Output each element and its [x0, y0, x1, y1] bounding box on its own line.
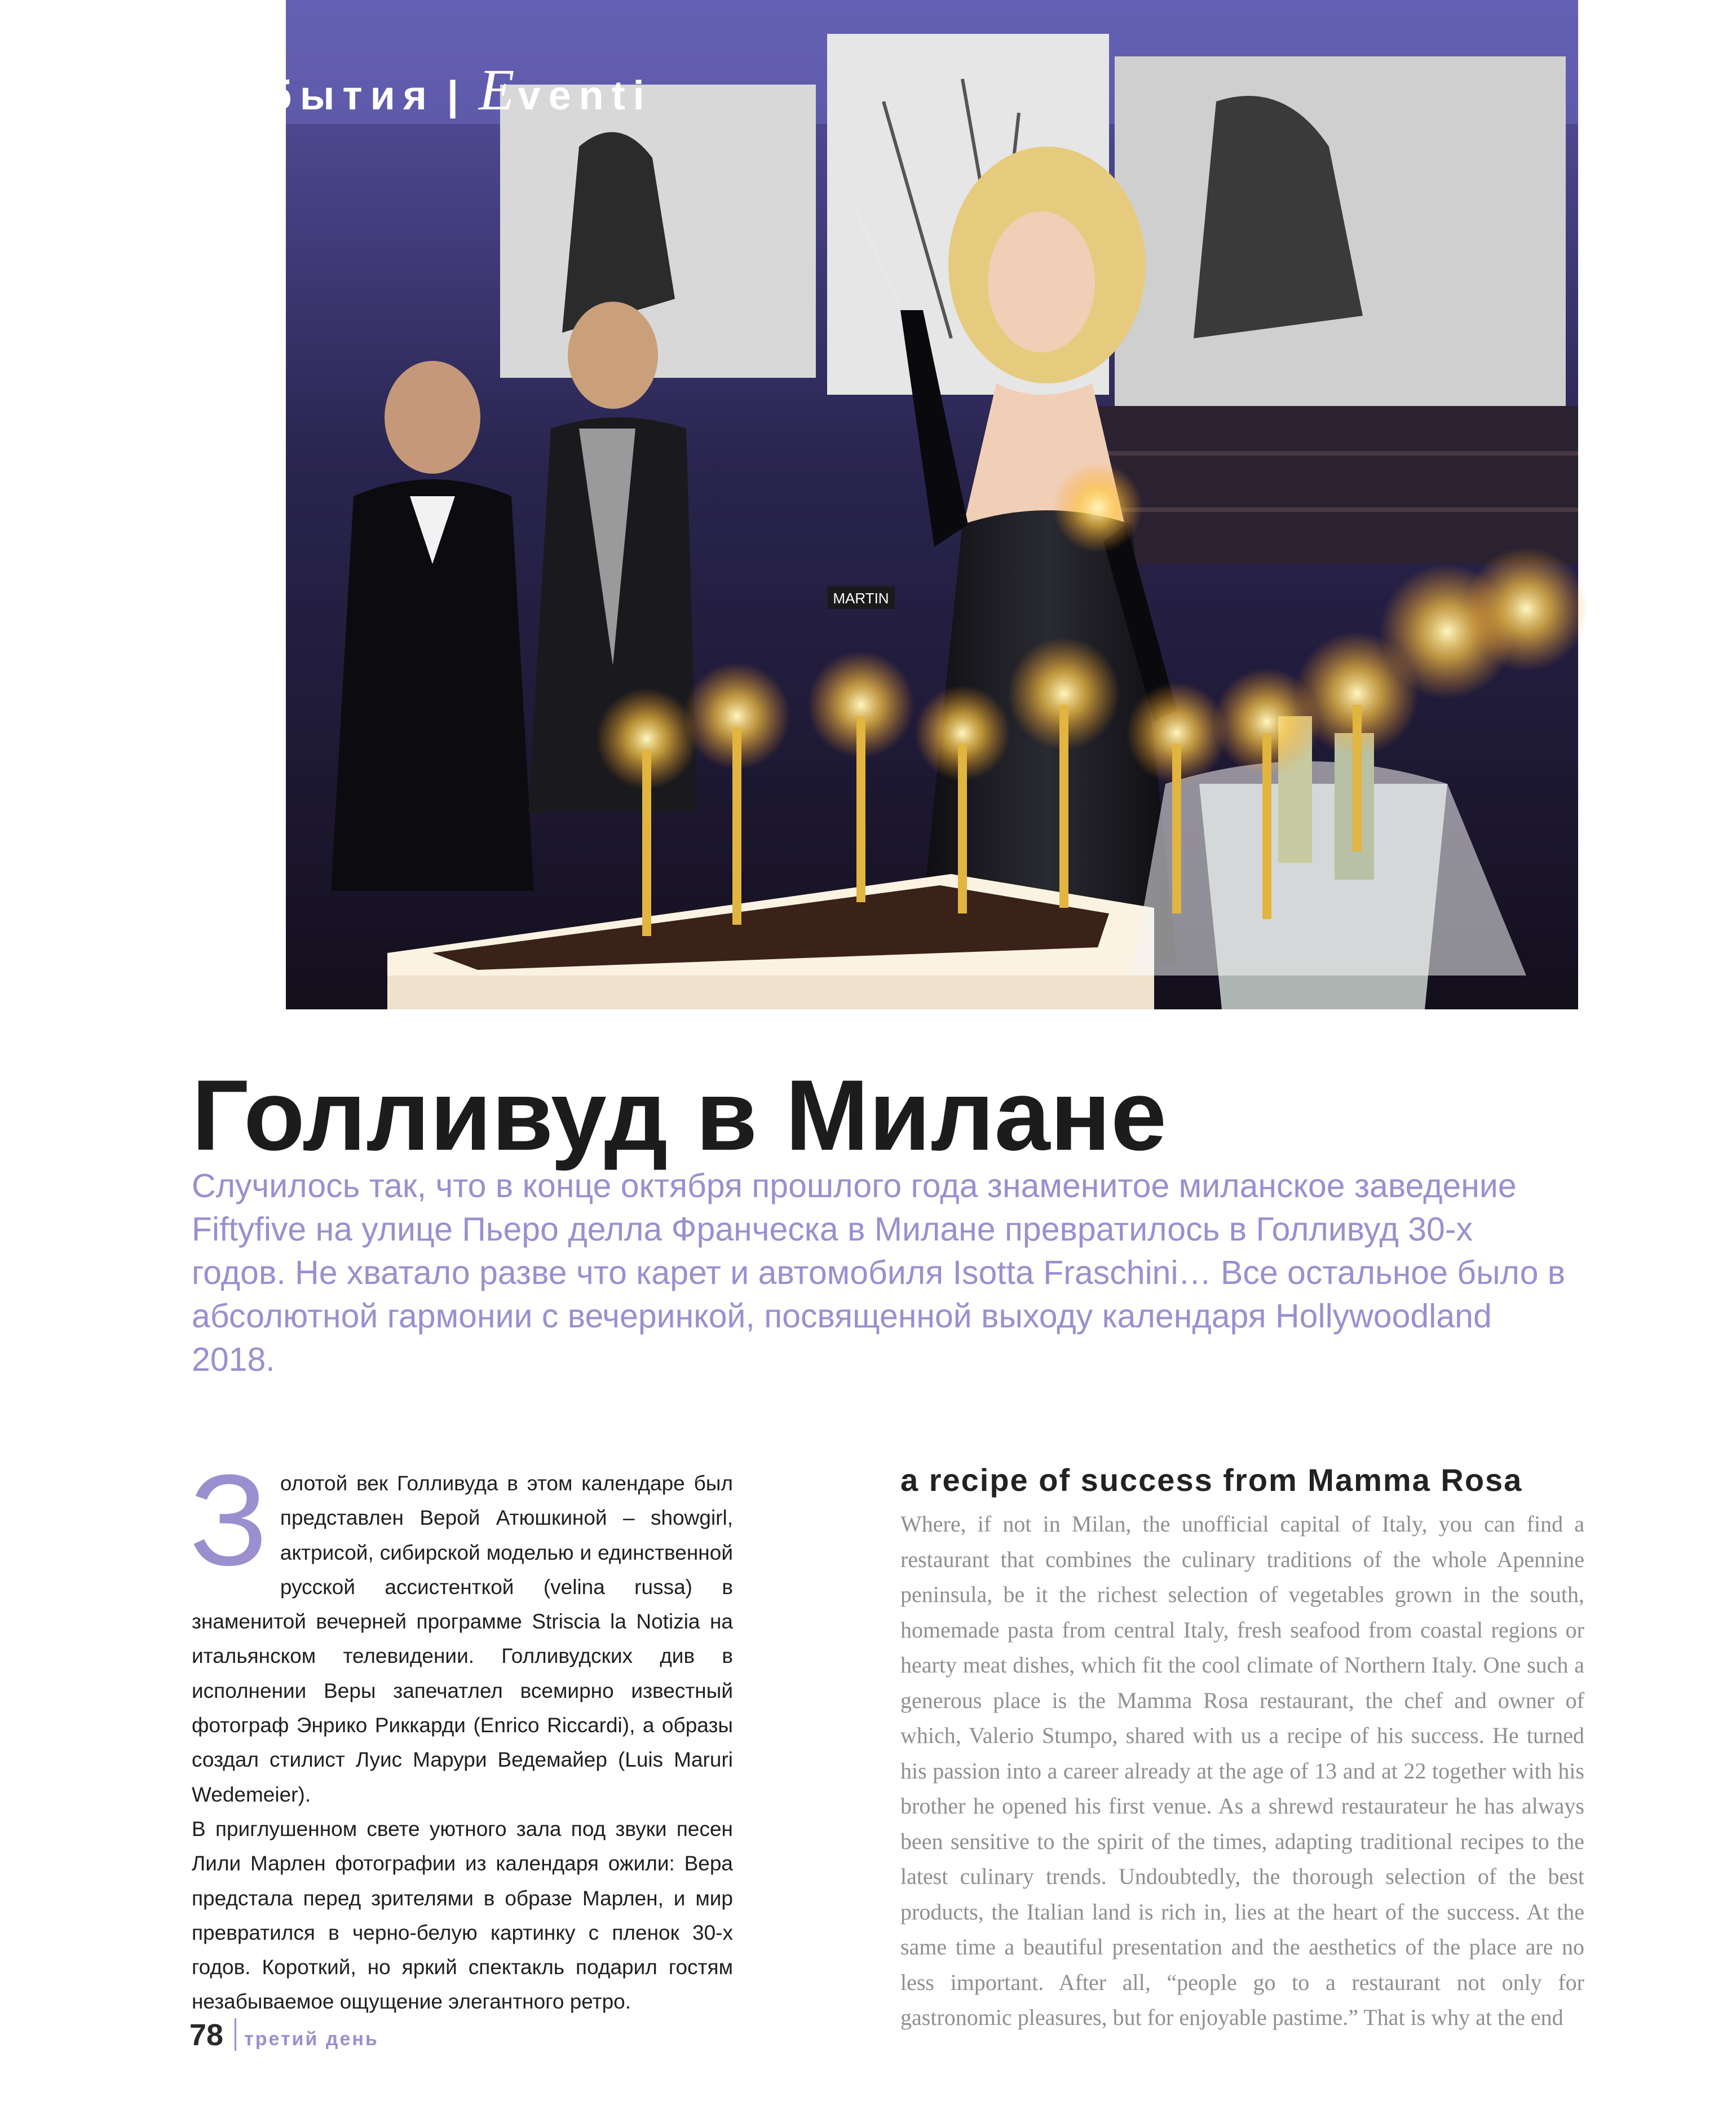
- page-number: 78: [189, 2018, 224, 2052]
- rubric-ru-word: обытия: [234, 73, 435, 118]
- rubric-it-initial: E: [479, 58, 518, 122]
- russian-column: [189, 1447, 733, 2019]
- page-footer: [189, 2018, 379, 2053]
- english-heading: a recipe of success from Mamma Rosa: [900, 1462, 1523, 1498]
- article-headline: Голливуд в Милане: [192, 1059, 1167, 1171]
- ru-paragraph-2: В приглушенном свете уютного зала под звуки песен Лили Марлен фотографии из календаря ожили: Вера предстала перед зрителями в образе Марлен, и мир превратился в черно-белую картинку с пленок 30-х годов. Короткий, но яркий спектакль подарил гостям незабываемое ощущение элегантного ретро.: [192, 1817, 733, 2014]
- guest-face: [385, 361, 480, 474]
- poster-label: MARTIN: [833, 590, 889, 607]
- footer-divider: [235, 2018, 236, 2051]
- rubric-ru-initial: С: [192, 58, 235, 122]
- party-scene-illustration: [286, 0, 1578, 1009]
- ru-paragraph-1-text: олотой век Голливуда в этом календаре был представлен Верой Атюшкиной – showgirl, актрисой, сибирской моделью и единственной русской ассистенткой (velina russa) в знаменитой вечерней программе Striscia la Notizia на итальянском телевидении. Голливудских див в исполнении Веры запечатлел всемирно известный фотограф Энрико Риккарди (Enrico Riccardi), а образы создал стилист Луис Марури Ведемайер (Luis Maruri Wedemeier).: [192, 1472, 733, 1806]
- article-lead: Случилось так, что в конце октября прошлого года знаменитое миланское заведение Fiftyfive на улице Пьеро делла Франческа в Милане превратилось в Голливуд 30-х годов. Не хватало разве что карет и автомобиля Isotta Fraschini… Все остальное было в абсолютной гармонии с вечеринкой, посвященной выходу календаря Hollywoodland 2018.: [192, 1167, 1566, 1378]
- rubric-it-word: venti: [518, 73, 652, 118]
- rubric-separator: |: [447, 73, 467, 118]
- ru-paragraph-1: [189, 1447, 733, 1812]
- section-rubric: [192, 56, 652, 123]
- english-text: Where, if not in Milan, the unofficial capital of Italy, you can find a restaurant that combines the culinary traditions of the whole Apennine peninsula, be it the richest selection of vegetables grown in the south, homemade pasta from central Italy, fresh seafood from coastal regions or hearty meat dishes, which fit the cool climate of Northern Italy. One such a generous place is the Mamma Rosa restaurant, the chef and owner of which, Valerio Stumpo, shared with us a recipe of his success. He turned his passion into a career already at the age of 13 and at 22 together with his brother he opened his first venue. As a shrewd restaurateur he has always been sensitive to the spirit of the times, adapting traditional recipes to the latest culinary trends. Undoubtedly, the thorough selection of the best products, the Italian land is rich in, lies at the heart of the success. At the same time a beautiful presentation and the aesthetics of the place are no less important. After all, “people go to a restaurant not only for gastronomic pleasures, but for enjoyable pastime.” That is why at the end: [900, 1511, 1584, 2030]
- magazine-name: третий день: [244, 2028, 379, 2050]
- hero-photo: [286, 0, 1578, 1009]
- woman-face: [988, 211, 1095, 352]
- drop-cap: З: [189, 1447, 268, 1592]
